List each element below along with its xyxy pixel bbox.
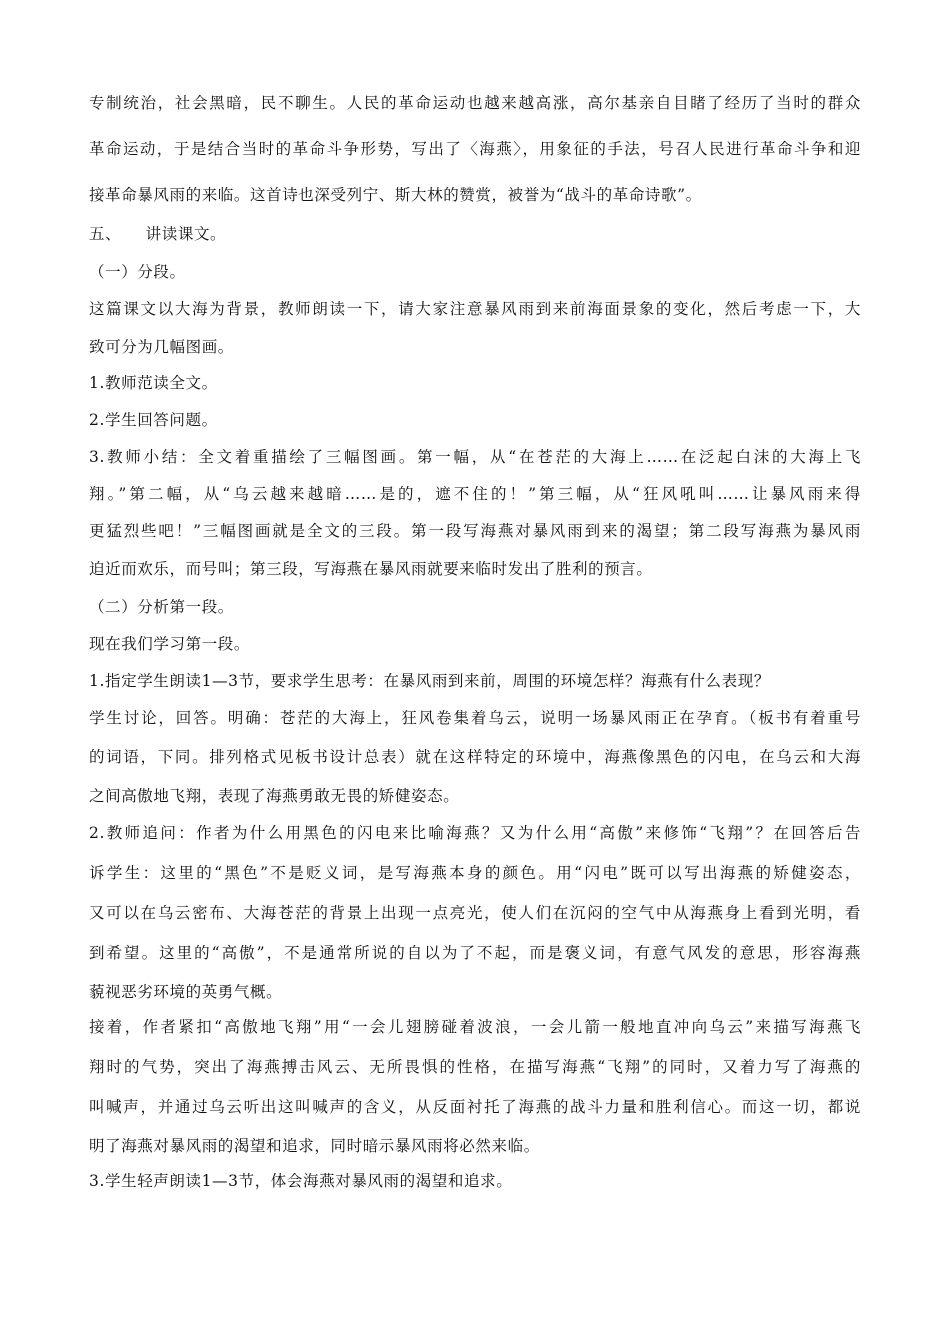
- text-line: 专制统治，社会黑暗，民不聊生。人民的革命运动也越来越高涨，高尔基亲自目睹了经历了当时的群众: [89, 94, 861, 112]
- text-line: 叫喊声，并通过乌云听出这叫喊声的含义，从反面衬托了海燕的战斗力量和胜利信心。而这一切，都说: [89, 1098, 861, 1116]
- text-line: 翔时的气势，突出了海燕搏击风云、无所畏惧的性格，在描写海燕“飞翔”的同时，又着力写了海燕的: [89, 1058, 861, 1076]
- section-heading: 五、 讲读课文。: [89, 225, 227, 243]
- text-line: 现在我们学习第一段。: [89, 635, 251, 653]
- text-line: 藐视恶劣环境的英勇气概。: [89, 983, 283, 1001]
- list-item: 1.教师范读全文。: [89, 374, 218, 392]
- list-item: 3.教师小结：全文着重描绘了三幅图画。第一幅，从“在苍茫的大海上……在泛起白沫的大海上飞: [89, 448, 861, 466]
- text-line: 的词语，下同。排列格式见板书设计总表）就在这样特定的环境中，海燕像黑色的闪电，在乌云和大海: [89, 748, 861, 766]
- text-line: 又可以在乌云密布、大海苍茫的背景上出现一点亮光，使人们在沉闷的空气中从海燕身上看到光明，看: [89, 904, 861, 922]
- list-item: 3.学生轻声朗读1—3节，体会海燕对暴风雨的渴望和追求。: [89, 1172, 513, 1190]
- text-line: 迫近而欢乐，而号叫；第三段，写海燕在暴风雨就要来临时发出了胜利的预言。: [89, 560, 653, 578]
- text-line: 学生讨论，回答。明确：苍茫的大海上，狂风卷集着乌云，说明一场暴风雨正在孕育。（板书有着重号: [89, 709, 861, 727]
- list-item: 1.指定学生朗读1—3节，要求学生思考：在暴风雨到来前，周围的环境怎样？海燕有什么表现？: [89, 672, 770, 690]
- text-line: 翔。”第二幅，从“乌云越来越暗……是的，遮不住的！”第三幅，从“狂风吼叫……让暴风雨来得: [89, 485, 861, 503]
- text-line: 革命运动，于是结合当时的革命斗争形势，写出了〈海燕〉，用象征的手法，号召人民进行革命斗争和迎: [89, 140, 861, 158]
- text-line: 致可分为几幅图画。: [89, 338, 234, 356]
- text-line: 接革命暴风雨的来临。这首诗也深受列宁、斯大林的赞赏，被誉为“战斗的革命诗歌”。: [89, 186, 702, 204]
- text-line: 诉学生：这里的“黑色”不是贬义词，是写海燕本身的颜色。用“闪电”既可以写出海燕的矫健姿态，: [89, 864, 861, 882]
- list-item: 2.学生回答问题。: [89, 411, 218, 429]
- text-line: 更猛烈些吧！”三幅图画就是全文的三段。第一段写海燕对暴风雨到来的渴望；第二段写海燕为暴风雨: [89, 522, 861, 540]
- text-line: 这篇课文以大海为背景，教师朗读一下，请大家注意暴风雨到来前海面景象的变化，然后考虑一下，大: [89, 300, 861, 318]
- text-line: 之间高傲地飞翔，表现了海燕勇敢无畏的矫健姿态。: [89, 787, 460, 805]
- subsection-heading: （二）分析第一段。: [89, 598, 234, 616]
- text-line: 接着，作者紧扣“高傲地飞翔”用“一会儿翅膀碰着波浪，一会儿箭一般地直冲向乌云”来描写海燕飞: [89, 1018, 861, 1036]
- subsection-heading: （一）分段。: [89, 263, 186, 281]
- list-item: 2.教师追问：作者为什么用黑色的闪电来比喻海燕？又为什么用“高傲”来修饰“飞翔”？在回答后告: [89, 824, 861, 842]
- text-line: 到希望。这里的“高傲”，不是通常所说的自以为了不起，而是褒义词，有意气风发的意思，形容海燕: [89, 944, 861, 962]
- text-line: 明了海燕对暴风雨的渴望和追求，同时暗示暴风雨将必然来临。: [89, 1137, 540, 1155]
